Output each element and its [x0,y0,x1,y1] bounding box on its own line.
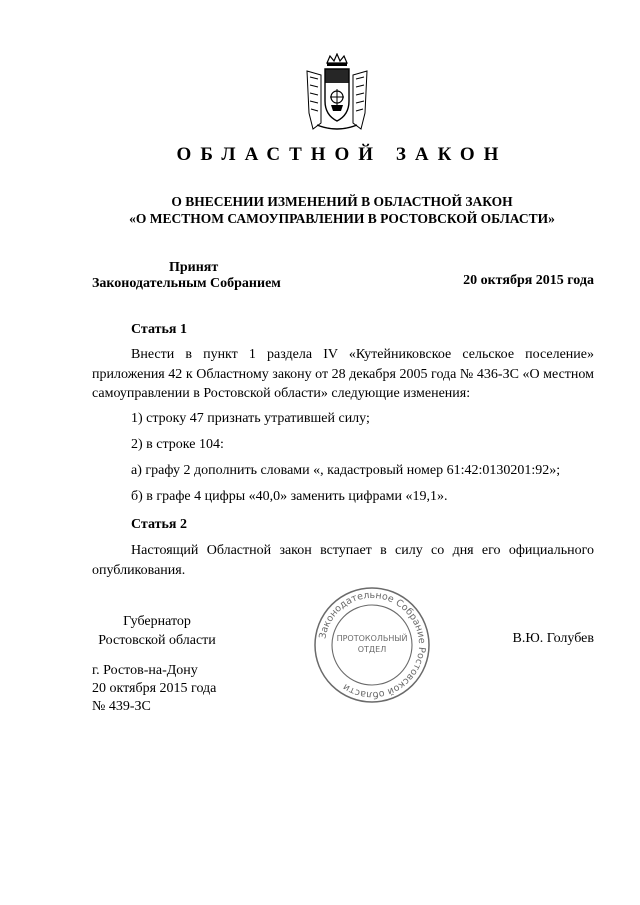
seal-ring-path-text: Законодательное Собрание Ростовской области [317,589,428,701]
adopted-date: 20 октября 2015 года [463,273,594,288]
seal-center-line1: ПРОТОКОЛЬНЫЙ [336,634,408,643]
adopted-by: Законодательным Собранием [92,276,281,291]
signing-date: 20 октября 2015 года [92,681,217,696]
rostov-region-coat-of-arms-icon [303,53,371,133]
law-number: № 439-ЗС [92,699,151,714]
coat-of-arms [303,53,371,133]
governor-title-line2: Ростовской области [98,633,216,648]
adopted-label: Принят [169,260,219,275]
law-subtitle-line1: О ВНЕСЕНИИ ИЗМЕНЕНИЙ В ОБЛАСТНОЙ ЗАКОН [171,194,513,209]
article1-item1: 1) строку 47 признать утратившей силу; [131,411,370,426]
article2-text: Настоящий Областной закон вступает в силу со дня его официального опубликования. [92,543,594,578]
article1-heading: Статья 1 [131,322,187,337]
official-seal-stamp [312,585,432,705]
article1-item2b: б) в графе 4 цифры «40,0» заменить цифрами «19,1». [131,489,448,504]
governor-title-line1: Губернатор [123,614,191,629]
article1-item2a: а) графу 2 дополнить словами «, кадастровый номер 61:42:0130201:92»; [131,463,561,478]
governor-name: В.Ю. Голубев [512,631,594,646]
seal-icon [312,585,432,705]
adopted-block [92,260,312,292]
law-subtitle-line2: «О МЕСТНОМ САМОУПРАВЛЕНИИ В РОСТОВСКОЙ ОБЛАСТИ» [129,211,555,226]
article1-item2: 2) в строке 104: [131,437,224,452]
document-type: ОБЛАСТНОЙ ЗАКОН [176,144,508,165]
governor-title [92,612,222,650]
seal-center-line2: ОТДЕЛ [357,645,387,654]
city: г. Ростов-на-Дону [92,663,198,678]
place-and-date [92,662,216,716]
article2-heading: Статья 2 [131,517,187,532]
article1-intro: Внести в пункт 1 раздела IV «Кутейниковское сельское поселение» приложения 42 к Областному закону от 28 декабря 2005 года № 436-ЗС «О местном самоуправлении в Ростовской области» следующие изменения: [92,347,594,401]
